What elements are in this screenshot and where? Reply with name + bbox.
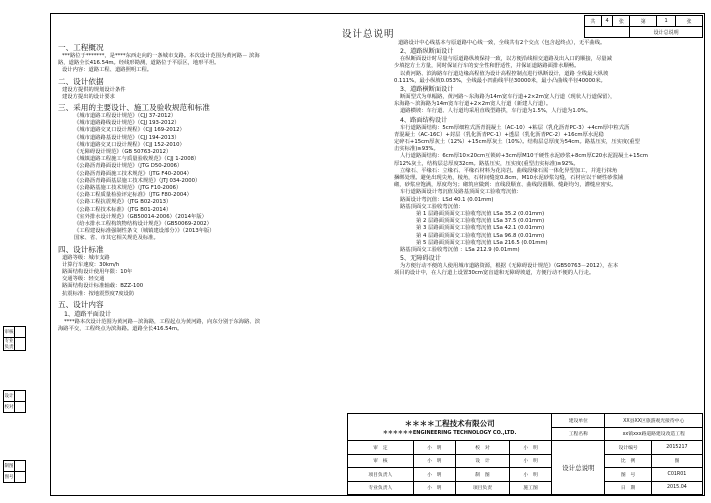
project-value: xx镇xxx路道路建设改造工程 [605,427,703,441]
section-heading: 五、设计内容 [58,299,104,309]
text-line: 人行道路面结构：6cm厚10×20cm互锁砖+3cm厚M10干硬性水泥砂浆+8cm厚C20水泥混凝土+15cm [400,153,648,160]
text-line: 车行道路面设计弯沉值及路基顶面交工验收弯沉值： [400,189,522,196]
text-line: 立缘石、平缘石：立缘石、平缘石材料为花岗岩。曲线段缘石需一体化异型加工，并进行抹角 [400,167,618,174]
meta-value: C01R01 [651,468,702,482]
meta-label: 日 期 [605,481,651,495]
text-line: 《公路路基施工技术规范》（JTG F10-2006） [74,185,182,192]
label-index: 第 [630,16,657,27]
text-line: 项目的设计中，在人行道上设置30cm宽盲道和无障碍坡道，方便行动不便的人行走。 [394,270,595,277]
meta-label: 比 例 [605,454,651,468]
text-line: 为方便行动不便的人使用城市道路资源，根据《无障碍设计规范》（GB50763－2012），在本 [400,263,619,270]
text-line: 《城市道路交叉口设计规程》（CJJ 152-2010） [74,141,185,148]
text-line: ***路位于*******，是****东西走向的一条城市支路。本次设计范围为黄河路－ 滨海 [62,53,260,59]
text-line: 《给水排水工程构筑物结构设计规范》（GB50069-2002） [74,221,212,228]
text-line: 《公路沥青路面设计规范》（JTG D50-2006） [74,163,183,170]
company-cell [348,414,552,441]
company-name-en: ＊＊＊＊＊＊ENGINEERING TECHNOLOGY CO.,LTD. [382,429,517,436]
meta-value: 2015.04 [651,481,702,495]
stamp-cell: 专业负责 [4,339,14,350]
section-heading: 2、道路纵断面设计 [400,48,454,56]
role-label: 制 图 [455,468,509,482]
meta-label: 图 号 [605,468,651,482]
text-line: 厚12%灰土，结构层总厚度32cm。路基压实，压实度(重型击实标准)≥92%。 [394,160,579,167]
text-line: ****路本次设计范围为黄河路－滨海路，工程起点为黄河路，向东分别于东海路、滨 [64,318,260,325]
text-line: 第 4 层路面顶面交工验收弯沉值 LSa 96.8 (0.01mm) [416,232,545,239]
text-line: 路，道路全长416.54m。经线形勘测，道路位于平原区，地形平坦。 [58,60,220,67]
label-total: 共 [585,16,602,27]
title-block [347,413,703,495]
text-line: 路面设计弯沉值：LSd 40.1 (0.01mm) [400,196,494,203]
meta-value: 图 [651,454,702,468]
drawing-title: 设计总说明 [552,441,605,495]
section-heading: 4、路面结构设计 [400,116,448,124]
text-line: 击实标准)≥93%。 [394,146,439,153]
text-line: 道路横坡：车行道、人行道均采用直线型路拱，车行道为1.5%，人行道为1.0%。 [400,108,592,115]
company-name: ＊＊＊＊工程技术有限公司 [404,418,495,428]
page-title: 设计总说明 [342,29,395,40]
stamp-cell: 设计 [4,391,15,402]
text-line: 设计内容：道路工程、道路照明工程。 [62,67,153,74]
role-label: 专业负责人 [348,481,414,495]
text-line: 以黄河路、滨海路车行道边缘高程值为设计高程控制点进行纵断设计，道路 全线最大纵坡 [400,70,609,77]
stamp-cell: 制图 [4,461,15,472]
text-line: 建设方提供的规划设计条件 [62,86,126,93]
section-heading: 一、工程概况 [58,43,104,52]
role-name: 小 明 [509,468,551,482]
sheet-name: 设计总说明 [630,27,703,38]
text-line: 《城镇道路工程施工与质量验收规范》（CJJ 1-2008） [74,156,200,163]
binding-stamp-middle [3,390,26,413]
role-label: 设 计 [455,454,509,468]
text-line: 《公路沥青路面施工技术规范》（JTG F40-2004） [74,170,192,177]
text-line: 道路等级：城市支路 [62,254,110,261]
text-line: 交通等级：轻交通 [62,276,105,283]
project-label: 工程名称 [552,427,605,441]
text-line: 路基顶面交工验收弯沉值 ：LSa 212.9 (0.01mm) [400,247,520,254]
text-line: 砌，砂浆应饱满，厚度均匀；砌筑应做到：直线段顺直、曲线段圆顺、缝距均匀，灌缝应密实。 [394,182,617,189]
page-count-box [584,15,703,38]
role-name: 小 明 [413,441,455,455]
text-line: 第 5 层路面顶面交工验收弯沉值 LSa 216.5 (0.01mm) [416,239,548,246]
binding-stamp-bottom [3,460,26,483]
binding-stamp-top [3,326,26,351]
text-line: 捆绑处理。避免出现尖角，棱角，石材间缝宽0.8cm，M10水泥砂浆勾缝，石材应以干硬性砂浆铺 [394,175,624,182]
role-name: 小 明 [509,441,551,455]
client-label: 建设单位 [552,414,605,428]
role-name: 小 明 [413,481,455,495]
right-column-text [394,40,699,278]
text-line: 第 1 层路面顶面交工验收弯沉值 LSa 35.2 (0.01mm) [416,211,545,218]
text-line: 0.111%，最小纵坡0.053%，全线最小凹曲线半径30000米，最小凸曲线半径40000米。 [394,77,606,84]
text-line: 国家、省、市其它相关规范及标准。 [74,235,159,242]
text-line: 《无障碍设计规范》（GB 50763-2012） [74,149,172,156]
text-line: 《室外排水设计规范》（GB50014-2006）（2014年版） [74,213,207,220]
section-heading: 5、无障碍设计 [400,255,442,263]
text-line: 《公路沥青路面基层施工技术规范》（JTJ 034-2000） [74,177,201,184]
role-label: 校 对 [455,441,509,455]
text-line: 路面结构设计使用年限：10年 [62,269,133,276]
text-line: 少填挖方土方量，同时保证行车的安全性和舒适性，并保证道路路面排水顺畅。 [394,63,580,70]
text-line: 第 3 层路面顶面交工验收弯沉值 LSa 42.1 (0.01mm) [416,225,545,232]
text-line: 在纵断面设计时尽量与原道路纵坡保持一致，以方便沿线相交道路及出入口的顺接，尽量减 [400,56,612,63]
text-line: 东海路～滨海路为14m宽车行道+2×2m宽人行道（新建人行道）。 [394,101,552,108]
meta-value: 2015217 [651,441,702,455]
total-pages: 4 [601,16,613,27]
text-line: 路面结构设计标准轴载：BZZ-100 [62,283,144,290]
role-name: 小 明 [413,468,455,482]
text-line: 《工程建设标准强制性条文（城镇建设部分）》（2013年版） [74,228,215,235]
text-line: 《城市道路路基设计规范》（CJJ 194-2013） [74,134,180,141]
text-line: 《公路工程抗震规范》（JTG B02-2013） [74,199,172,206]
text-line: 《城市道路交叉口设计规程》（CJJ 169-2012） [74,127,185,134]
stamp-cell: 图号 [4,472,15,483]
text-line: 建设方提出的设计要求 [62,93,115,100]
role-label: 项目负责人 [348,468,414,482]
role-label: 审 定 [348,441,414,455]
text-line: 《城市道路路线设计规范》（CJJ 193-2012） [74,120,180,127]
text-line: 《公路工程技术标准》（JTG B01-2014） [74,206,172,213]
stamp-cell: 校对 [4,402,15,413]
section-heading: 1、道路平面设计 [64,310,112,318]
text-line: 海路平交，工程终点为滨海路。道路全长416.54m。 [58,326,183,333]
text-line: 车行道路面结构：5cm厚细粒式沥青混凝土（AC-10）+粘层（乳化沥青PC-3）+4cm厚中粒式沥 [400,124,630,131]
text-line: 路基顶面交工验收弯沉值： [400,203,464,210]
section-heading: 3、道路横断面设计 [400,86,454,94]
stamp-cell: 审核 [4,327,15,338]
text-line: 道路设计中心线基本与原道路中心线一致，全线共有2个交点（包含起终点），无平曲线。 [398,40,606,46]
role-name: 小 明 [509,454,551,468]
section-heading: 二、设计依据 [58,76,104,86]
role-label: 项目负责 [455,481,509,495]
text-line: 定碎石+15cm厚灰土（12%）+15cm厚灰土（10%）。结构层总厚度为54cm。路基压实，压实度(重型 [394,139,640,146]
section-heading: 三、采用的主要设计、施工及验收规范和标准 [58,103,210,113]
text-line: 《公路工程质量检验评定标准》（JTG F80-2004） [74,192,192,199]
label-pages-unit: 张 [613,16,630,27]
text-line: 计算行车速度：30km/h [62,261,120,268]
text-line: 《城市道路工程设计规范》（CJJ 37-2012） [74,113,177,120]
text-line: 青混凝土（AC-16C）+封层（乳化沥青PC-1）+透层（乳化沥青PC-2）+16cm厚水泥稳 [394,131,604,138]
role-name: 施工图 [509,481,551,495]
section-heading: 四、设计标准 [58,244,104,254]
text-line: 第 2 层路面顶面交工验收弯沉值 LSa 37.5 (0.01mm) [416,218,545,225]
client-value: XX县XX区旅游观光接待中心 [605,414,703,428]
page-number: 1 [657,16,676,27]
meta-label: 设计编号 [605,441,651,455]
role-name: 小 明 [413,454,455,468]
text-line: 断面型式为单幅路，黄河路～东海路为14m宽车行道+2×2m宽人行道（现状人行道保留）， [400,94,616,101]
left-column-text [58,41,378,333]
sheet-blank [585,27,630,38]
label-page-unit: 张 [675,16,702,27]
role-label: 审 核 [348,454,414,468]
text-line: 抗震标准：按地震烈度7度设防 [62,290,135,297]
